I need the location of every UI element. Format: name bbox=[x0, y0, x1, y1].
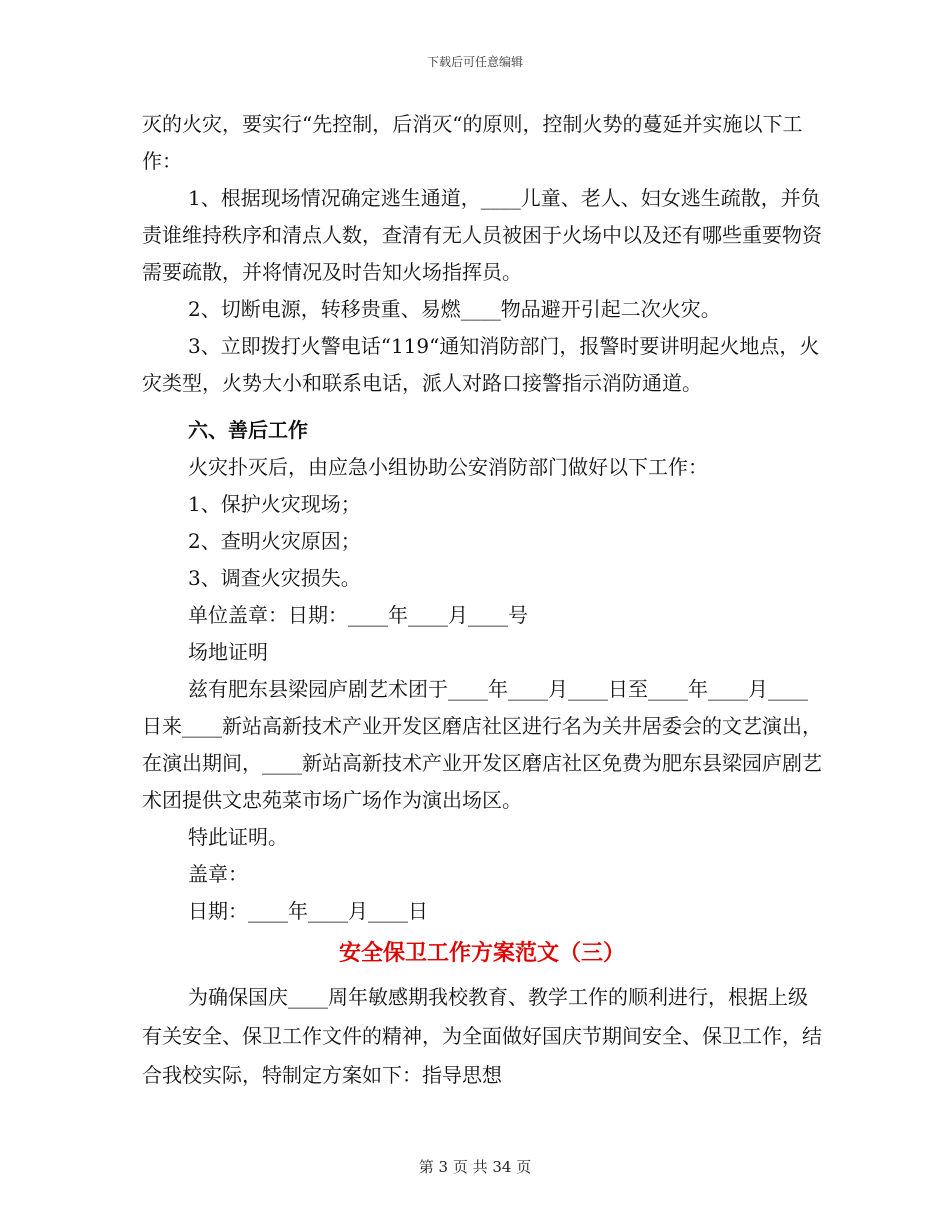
aftermath-item-1: 1、保护火灾现场； bbox=[188, 492, 361, 516]
aftermath-intro: 火灾扑灭后，由应急小组协助公安消防部门做好以下工作： bbox=[188, 455, 708, 479]
unit-seal-line: 单位盖章：日期：____年____月____号 bbox=[188, 603, 528, 627]
aftermath-item-2: 2、查明火灾原因； bbox=[188, 529, 361, 553]
certificate-title: 场地证明 bbox=[188, 640, 268, 664]
fire-step-1: 1、根据现场情况确定逃生通道，____儿童、老人、妇女逃生疏散，并负责谁维持秩序和清点人数，查清有无人员被困于火场中以及还有哪些重要物资需要疏散，并将情况及时告知火场指挥员。 bbox=[142, 186, 822, 284]
certificate-seal: 盖章： bbox=[188, 862, 248, 886]
document-body bbox=[142, 106, 822, 1095]
fire-step-3: 3、立即拨打火警电话“119“通知消防部门，报警时要讲明起火地点，火灾类型，火势大小和联系电话，派人对路口接警指示消防通道。 bbox=[142, 334, 820, 395]
section-heading-aftermath: 六、善后工作 bbox=[188, 418, 308, 442]
security-plan-paragraph: 为确保国庆____周年敏感期我校教育、教学工作的顺利进行，根据上级有关安全、保卫工作文件的精神，为全面做好国庆节期间安全、保卫工作，结合我校实际，特制定方案如下：指导思想 bbox=[142, 985, 822, 1087]
fire-step-2: 2、切断电源，转移贵重、易燃____物品避开引起二次火灾。 bbox=[188, 297, 721, 321]
page-header: 下载后可任意编辑 bbox=[426, 55, 523, 69]
intro-paragraph: 灭的火灾，要实行“先控制，后消灭“的原则，控制火势的蔓延并实施以下工作： bbox=[142, 112, 803, 173]
certificate-body: 兹有肥东县梁园庐剧艺术团于____年____月____日至____年____月____日来____新站高新技术产业开发区磨店社区进行名为关井居委会的文艺演出，在演出期间，____新站高新技术产业开发区磨店社区免费为肥东县梁园庐剧艺术团提供文忠苑菜市场广场作为演出场区。 bbox=[142, 677, 822, 812]
page-footer: 第 3 页 共 34 页 bbox=[418, 1158, 532, 1176]
certificate-date: 日期：____年____月____日 bbox=[188, 899, 428, 923]
section-title-security-plan: 安全保卫工作方案范文（三） bbox=[338, 941, 625, 966]
aftermath-item-3: 3、调查火灾损失。 bbox=[188, 566, 361, 590]
certificate-closing: 特此证明。 bbox=[188, 825, 288, 849]
